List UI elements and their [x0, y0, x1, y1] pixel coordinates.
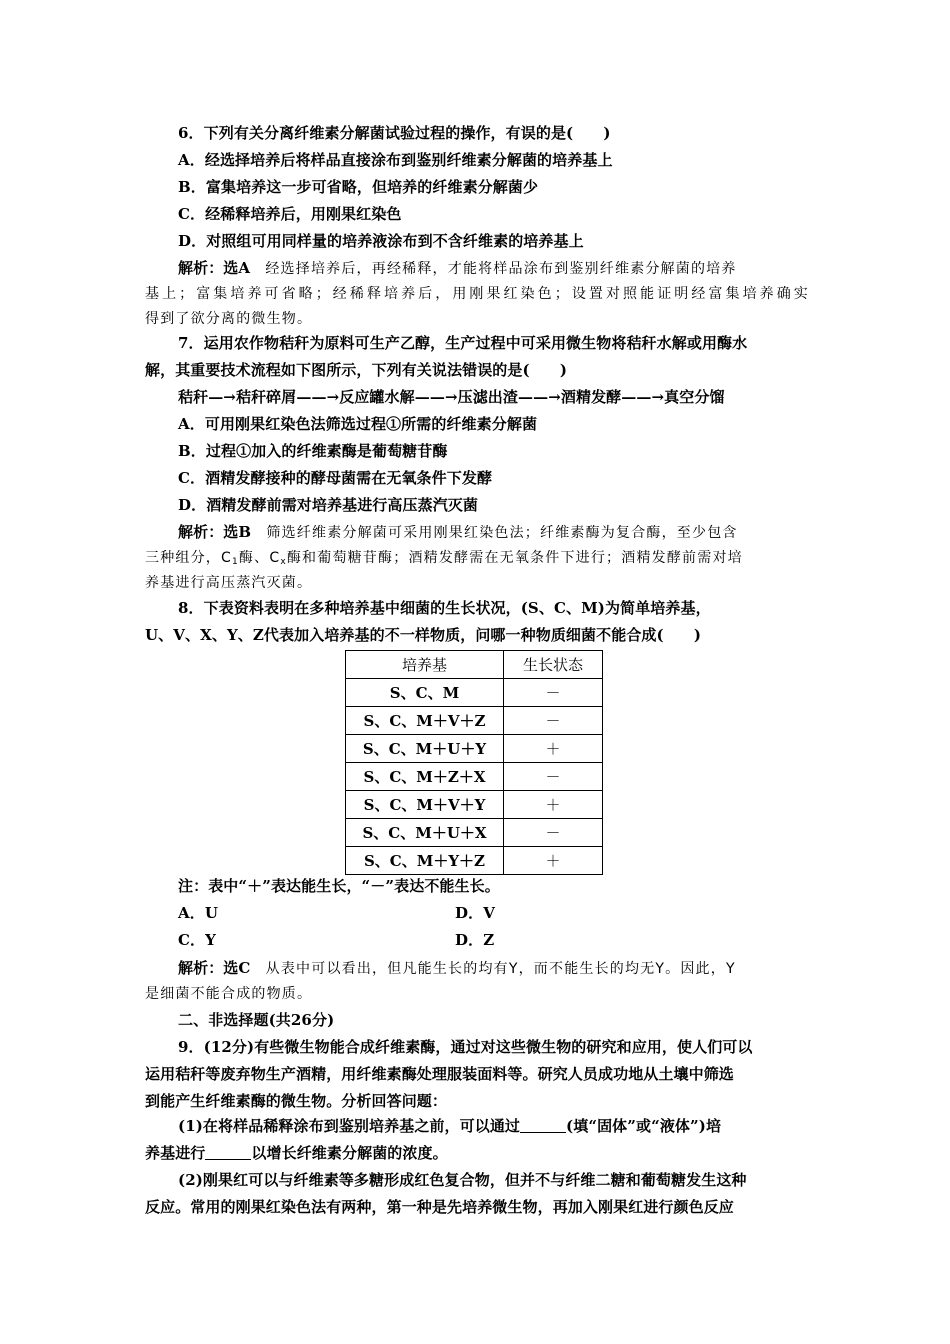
q7-option-c: C．酒精发酵接种的酵母菌需在无氧条件下发酵	[178, 469, 493, 487]
q8-analysis-text: 从表中可以看出，但凡能生长的均有Y，而不能生长的均无Y。因此，Y	[265, 961, 736, 977]
q6-stem: 6．下列有关分离纤维素分解菌试验过程的操作，有误的是( )	[178, 124, 611, 142]
table-cell-medium: S、C、M＋V＋Z	[346, 707, 504, 735]
q8-option-d-z: D．Z	[455, 931, 495, 949]
table-cell-medium: S、C、M＋Z＋X	[346, 763, 504, 791]
table-cell-growth: ＋	[504, 847, 603, 875]
q7-option-a: A．可用刚果红染色法筛选过程①所需的纤维素分解菌	[178, 415, 538, 433]
q6-analysis-text: 经选择培养后，再经稀释，才能将样品涂布到鉴别纤维素分解菌的培养	[265, 261, 737, 277]
table-row	[346, 763, 603, 791]
q8-table-note	[178, 876, 842, 897]
q7-process-flow: 秸秆—→秸秆碎屑——→反应罐水解——→压滤出渣——→酒精发酵——→真空分馏	[178, 388, 725, 406]
q6-option-a: A．经选择培养后将样品直接涂布到鉴别纤维素分解菌的培养基上	[178, 151, 613, 169]
answer-blank-2[interactable]	[205, 1145, 251, 1160]
table-row	[346, 735, 603, 763]
q6-option-b: B．富集培养这一步可省略，但培养的纤维素分解菌少	[178, 178, 539, 196]
table-cell-medium: S、C、M＋V＋Y	[346, 791, 504, 819]
q6-option-c: C．经稀释培养后，用刚果红染色	[178, 205, 402, 223]
q8-option-d-v: D．V	[455, 904, 495, 922]
q8-option-a: A．U	[178, 904, 219, 922]
q6-option-d: D．对照组可用同样量的培养液涂布到不含纤维素的培养基上	[178, 232, 584, 250]
table-cell-medium: S、C、M	[346, 679, 504, 707]
q8-options-row2	[178, 930, 842, 950]
q7-analysis-text: 筛选纤维素分解菌可采用刚果红染色法；纤维素酶为复合酶，至少包含	[266, 525, 738, 541]
table-cell-medium: S、C、M＋Y＋Z	[346, 847, 504, 875]
section-heading: 二、非选择题(共26分)	[178, 1011, 335, 1029]
q8-note-text: 注：表中“＋”表达能生长，“－”表达不能生长。	[178, 877, 500, 895]
table-cell-growth: －	[504, 679, 603, 707]
q8-analysis-line2: 是细菌不能合成的物质。	[145, 986, 313, 1002]
table-cell-medium: S、C、M＋U＋Y	[346, 735, 504, 763]
table-cell-growth: －	[504, 819, 603, 847]
table-row	[346, 847, 603, 875]
q9-line3: 到能产生纤维素酶的微生物。分析回答问题：	[145, 1092, 448, 1110]
q8-analysis-line1	[178, 958, 842, 979]
q9-part2-line2: 反应。常用的刚果红染色法有两种，第一种是先培养微生物，再加入刚果红进行颜色反应	[145, 1198, 734, 1216]
q7-analysis-line1	[178, 522, 842, 543]
q8-stem-line2: U、V、X、Y、Z代表加入培养基的不一样物质，问哪一种物质细菌不能合成( )	[145, 626, 702, 644]
q8-stem-line1: 8．下表资料表明在多种培养基中细菌的生长状况，(S、C、M)为简单培养基，	[178, 599, 711, 617]
table-header-medium: 培养基	[346, 651, 504, 679]
table-cell-growth: ＋	[504, 735, 603, 763]
table-cell-growth: －	[504, 707, 603, 735]
table-row	[346, 707, 603, 735]
table-row	[346, 819, 603, 847]
table-cell-medium: S、C、M＋U＋X	[346, 819, 504, 847]
q8-growth-table	[345, 650, 603, 875]
table-cell-growth: ＋	[504, 791, 603, 819]
q9-part1-line1: (1)在将样品稀释涂布到鉴别培养基之前，可以通过 (填“固体”或“液体”)培	[178, 1117, 722, 1135]
q7-analysis-line2: 三种组分，$C_1$酶、$C_x$酶和葡萄糖苷酶；酒精发酵需在无氧条件下进行；酒精发酵前需对培	[145, 550, 743, 567]
q7-stem-line1: 7．运用农作物秸秆为原料可生产乙醇，生产过程中可采用微生物将秸秆水解或用酶水	[178, 334, 748, 352]
q8-analysis-label: 解析：选C	[178, 959, 251, 977]
q7-option-d: D．酒精发酵前需对培养基进行高压蒸汽灭菌	[178, 496, 479, 514]
q6-analysis-line3: 得到了欲分离的微生物。	[145, 311, 313, 327]
table-header-row	[346, 651, 603, 679]
q6-analysis-label: 解析：选A	[178, 259, 251, 277]
q6-analysis-line2: 基上；富集培养可省略；经稀释培养后，用刚果红染色；设置对照能证明经富集培养确实	[145, 286, 809, 302]
table-header-growth: 生长状态	[504, 651, 603, 679]
q7-stem-line2: 解，其重要技术流程如下图所示，下列有关说法错误的是( )	[145, 361, 568, 379]
answer-blank-1[interactable]	[520, 1118, 566, 1133]
q9-line1: 9．(12分)有些微生物能合成纤维素酶，通过对这些微生物的研究和应用，使人们可以	[178, 1038, 753, 1056]
table-cell-growth: －	[504, 763, 603, 791]
q7-analysis-label: 解析：选B	[178, 523, 252, 541]
q7-analysis-line3: 养基进行高压蒸汽灭菌。	[145, 575, 313, 591]
q9-part1-line2: 养基进行 以增长纤维素分解菌的浓度。	[145, 1144, 448, 1162]
q8-options-row1	[178, 903, 842, 923]
q6-analysis-line1	[178, 258, 842, 279]
q9-line2: 运用秸秆等废弃物生产酒精，用纤维素酶处理服装面料等。研究人员成功地从土壤中筛选	[145, 1065, 734, 1083]
table-row	[346, 791, 603, 819]
table-row	[346, 679, 603, 707]
q8-option-c: C．Y	[178, 931, 216, 949]
q9-part2-line1: (2)刚果红可以与纤维素等多糖形成红色复合物，但并不与纤维二糖和葡萄糖发生这种	[178, 1171, 747, 1189]
q7-option-b: B．过程①加入的纤维素酶是葡萄糖苷酶	[178, 442, 448, 460]
